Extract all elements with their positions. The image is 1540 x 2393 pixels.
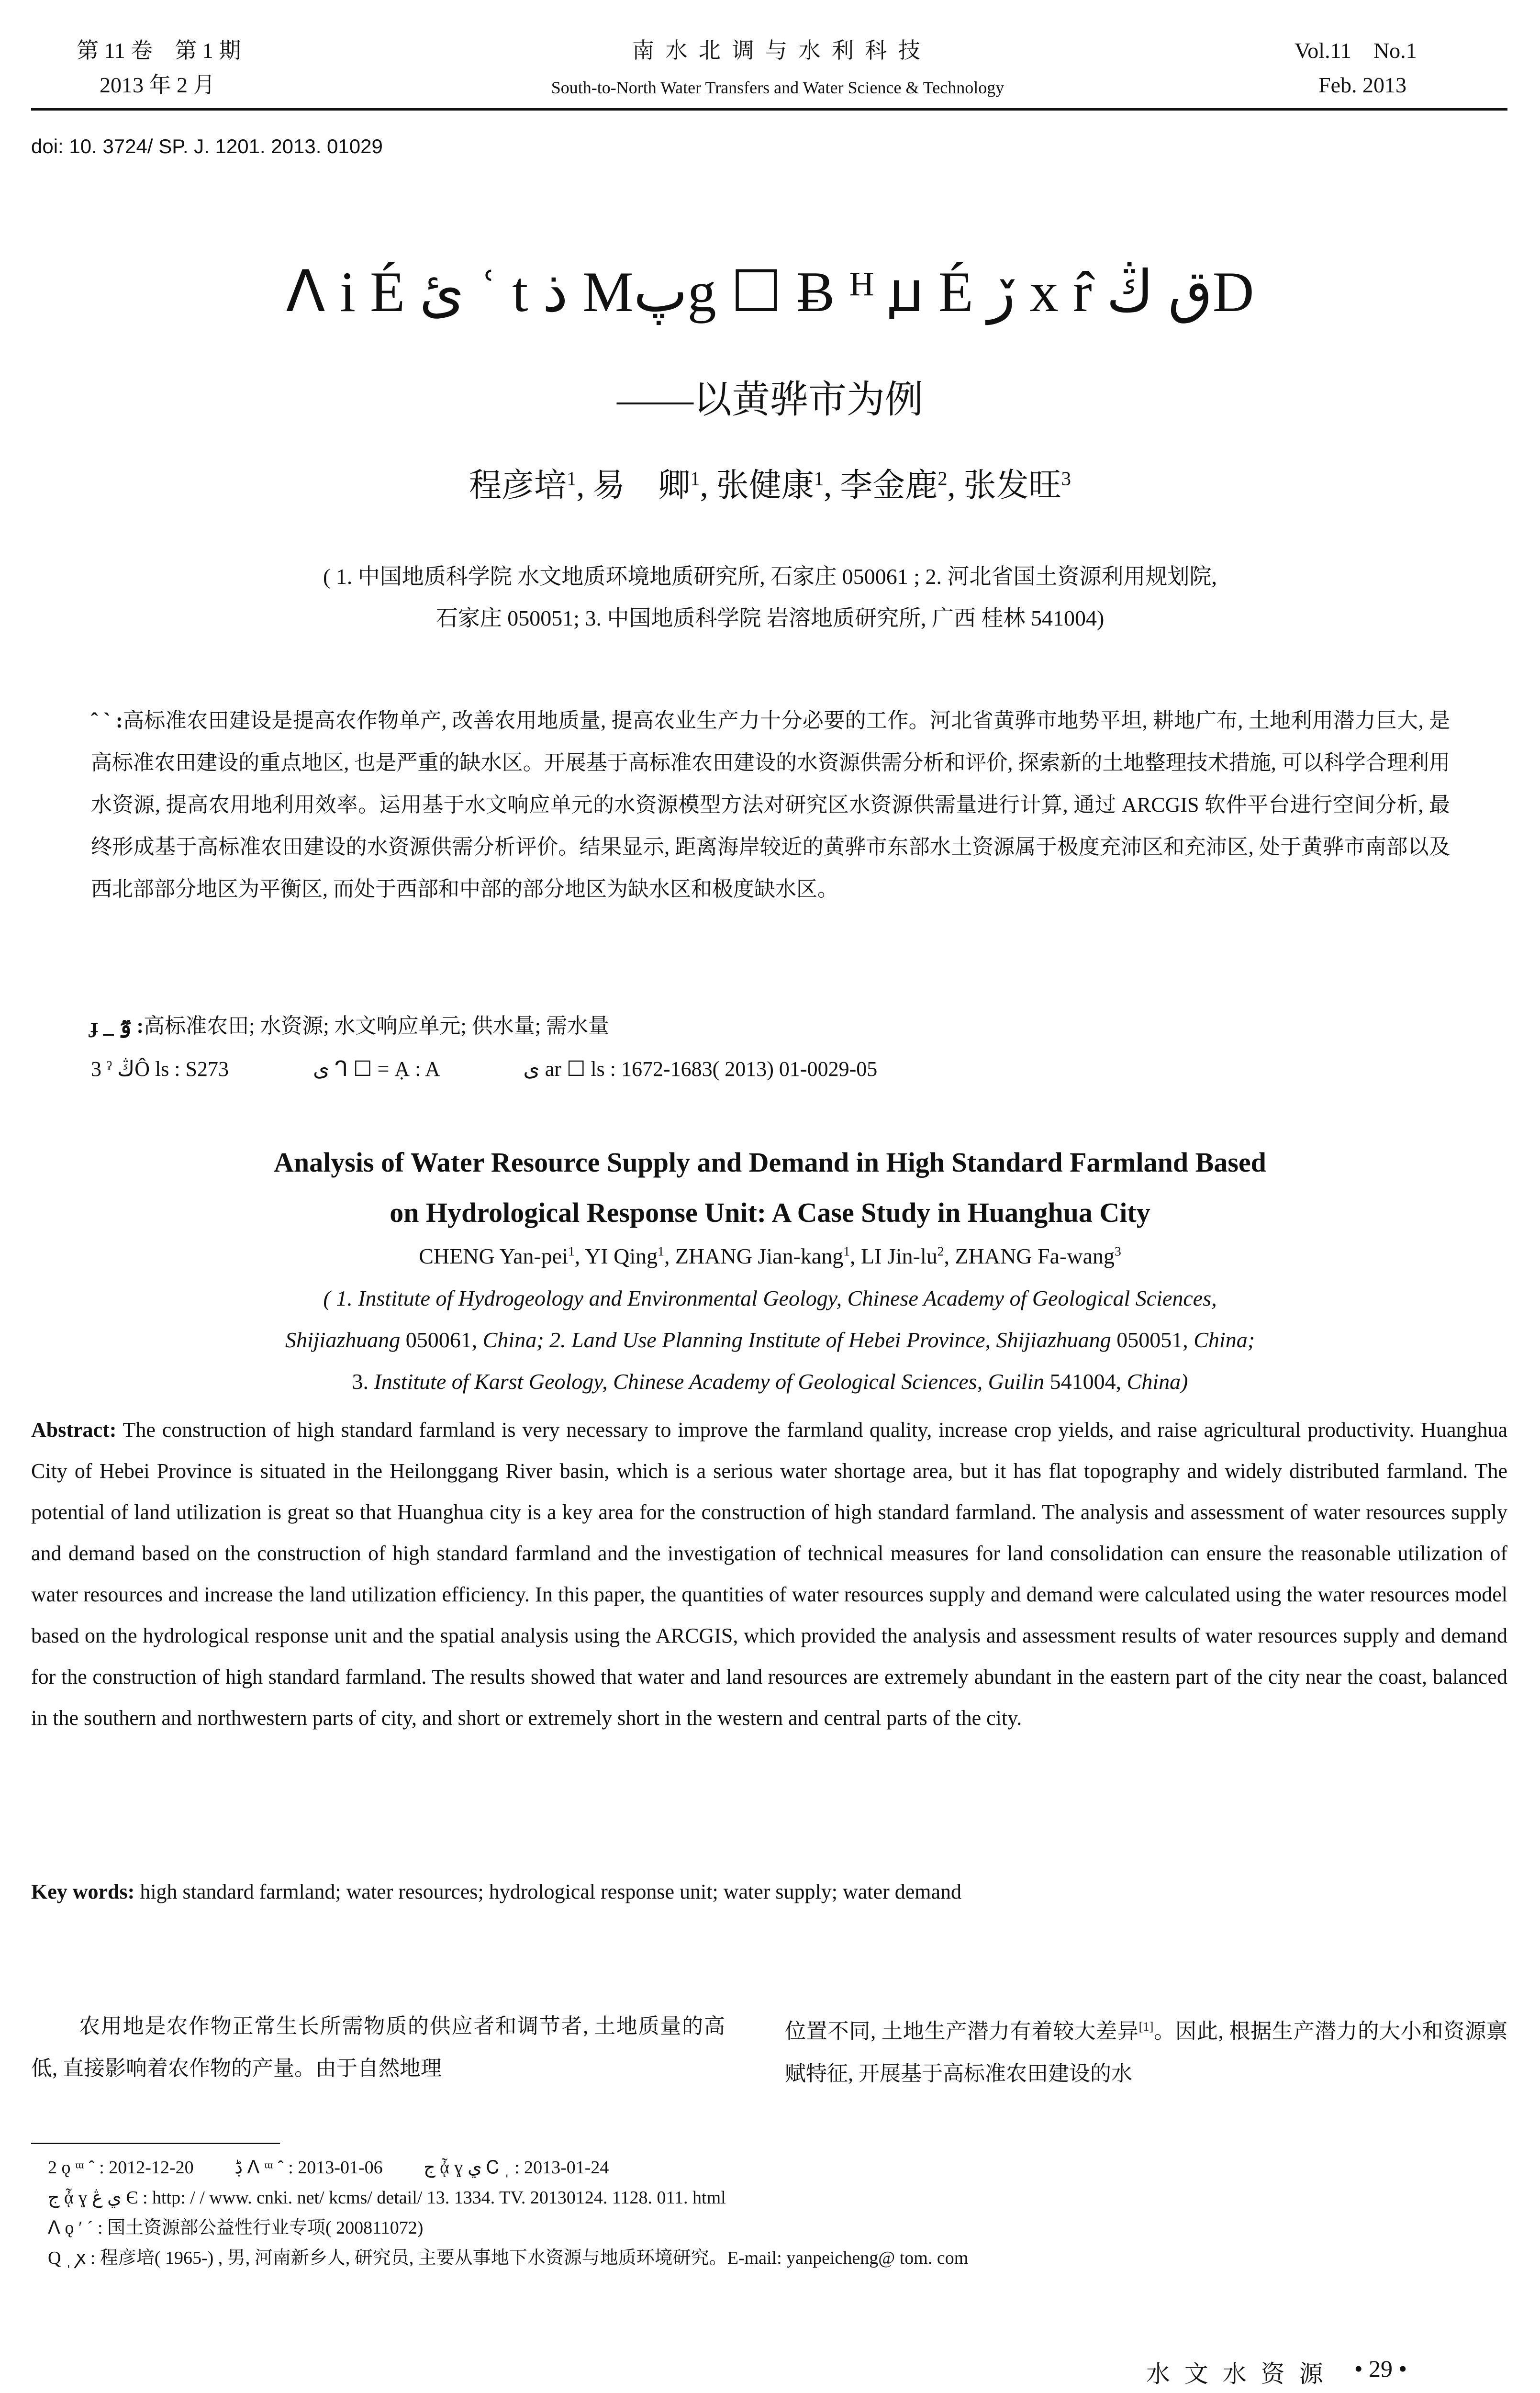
affiliations-en-3: 3. Institute of Karst Geology, Chinese Academy of Geological Sciences, Guilin 541004, China) [352,1369,1188,1394]
abstract-en: Abstract: The construction of high standard farmland is very necessary to improve the farmland quality, increase crop yields, and raise agricultural productivity. Huanghua City of Hebei Province is situated in the Heilonggang River basin, which is a serious water shortage area, but it has flat topography and widely distributed farmland. The potential of land utilization is great so that Huanghua city is a key area for the construction of high standard farmland. The analysis and assessment of water resources supply and demand based on the construction of high standard farmland and the investigation of technical measures for land consolidation can ensure the reasonable utilization of water resources and increase the land utilization efficiency. In this paper, the quantities of water resources supply and demand were calculated using the water resources model based on the hydrological response unit and the spatial analysis using the ARCGIS, which provided the analysis and assessment results of water resources supply and demand for the construction of high standard farmland. The results showed that water and land resources are extremely abundant in the eastern part of the city near the coast, balanced in the southern and northwestern parts of city, and short or extremely short in the western and central parts of the city. [31,1418,1507,1730]
title-cn: ᐱ i É ئ ʿ t ذ Mپg ☐ Ƀ ᴴ ꙡ É ڒ x r̂ ق ڭD [286,260,1254,324]
header-date: 2013 年 2 月 [100,73,215,97]
classification-line: 3 ˀ ڭÔ ls : S273 ی ᒉ ☐ = Ạ : A ی ar ☐ ls : 1672-1683( 2013) 01-0029-05 [91,1057,878,1081]
abstract-cn: ˆ ` :高标准农田建设是提高农作物单产, 改善农用地质量, 提高农业生产力十分必要的工作。河北省黄骅市地势平坦, 耕地广布, 土地利用潜力巨大, 是高标准农田建设的重点地区, 也是严重的缺水区。开展基于高标准农田建设的水资源供需分析和评价, 探索新的土地整理技术措施, 可以科学合理利用水资源, 提高农用地利用效率。运用基于水文响应单元的水资源模型方法对研究区水资源供需量进行计算, 通过 ARCGIS 软件平台进行空间分析, 最终形成基于高标准农田建设的水资源供需分析评价。结果显示, 距离海岸较近的黄骅市东部水土资源属于极度充沛区和充沛区, 处于黄骅市南部以及西北部部分地区为平衡区, 而处于西部和中部的部分地区为缺水区和极度缺水区。 [91,709,1450,901]
doi: doi: 10. 3724/ SP. J. 1201. 2013. 01029 [31,135,383,157]
body-left-column: 农用地是农作物正常生长所需物质的供应者和调节者, 土地质量的高低, 直接影响着农作物的产量。由于自然地理 [31,2014,725,2080]
header-volno: Vol.11 No.1 [1294,38,1417,63]
footnote-author: Q ˌ ꭗ : 程彦培( 1965-) , 男, 河南新乡人, 研究员, 主要从事地下水资源与地质环境研究。E-mail: yanpeicheng@ tom. com [48,2248,969,2268]
title-en-2: on Hydrological Response Unit: A Case Study in Huanghua City [390,1197,1150,1228]
affiliations-cn-2: 石家庄 050051; 3. 中国地质科学院 岩溶地质研究所, 广西 桂林 541004) [435,606,1105,630]
header-journal-cn: 南 水 北 调 与 水 利 科 技 [632,38,923,63]
header-volume: 第 11 卷 第 1 期 [77,38,241,63]
footnote-rule [31,2143,280,2144]
affiliations-en-2: Shijiazhuang 050061, China; 2. Land Use Planning Institute of Hebei Province, Shijiazhuang 050051, China; [285,1328,1255,1352]
subtitle-cn: ——以黄骅市为例 [617,379,923,421]
authors-en: CHENG Yan-pei$^1$, YI Qing$^1$, ZHANG Jian-kang$^1$, LI Jin-$lu^2$, ZHANG Fa-wang$^3$ [419,1243,1121,1268]
header-rule [31,108,1507,111]
header-date-en: Feb. 2013 [1318,73,1406,97]
title-en-1: Analysis of Water Resource Supply and Demand in High Standard Farmland Based [274,1147,1266,1178]
footnote-funding: ᐱ ǫ ʹ ˊ : 国土资源部公益性行业专项( 200811072) [48,2218,424,2238]
abstract-cn-label: ˆ ` : [91,709,123,732]
keywords-en: Key words: high standard farmland; water resources; hydrological response unit; water supply; water demand [31,1880,961,1903]
affiliations-cn-1: ( 1. 中国地质科学院 水文地质环境地质研究所, 石家庄 050061 ; 2. 河北省国土资源利用规划院, [323,564,1217,589]
abstract-en-label: Abstract: [31,1418,117,1442]
footnote-dates: 2 ǫ ᵚ ˆ : 2012-12-20 ڋ ᐱ ᵚ ˆ : 2013-01-06 ج ᾆ ɣ ي Ꮯ ˌ : 2013-01-24 [48,2158,609,2178]
keywords-cn: ɟ _ ٷ :高标准农田; 水资源; 水文响应单元; 供水量; 需水量 [91,1014,609,1038]
page-number: • 29 • [1354,2355,1407,2382]
header-journal-en: South-to-North Water Transfers and Water Science & Technology [551,78,1004,97]
body-right-column: 位置不同, 土地生产潜力有着较大差异[1]。因此, 根据生产潜力的大小和资源禀赋特征, 开展基于高标准农田建设的水 [785,2019,1507,2085]
footer-journal: 水 文 水 资 源 [1146,2360,1327,2387]
affiliations-en-1: ( 1. Institute of Hydrogeology and Environmental Geology, Chinese Academy of Geological Sciences, [323,1286,1217,1310]
authors-cn: 程彦培$^1$, 易 卿$^1$, 张健康$^1$, 李金鹿$^2$, 张发旺$^3$ [469,467,1071,503]
footnote-url: ج ᾆ ɣ ي ڠ Є : http: / / www. cnki. net/ kcms/ detail/ 13. 1334. TV. 20130124. 1128. 011. html [48,2188,726,2208]
